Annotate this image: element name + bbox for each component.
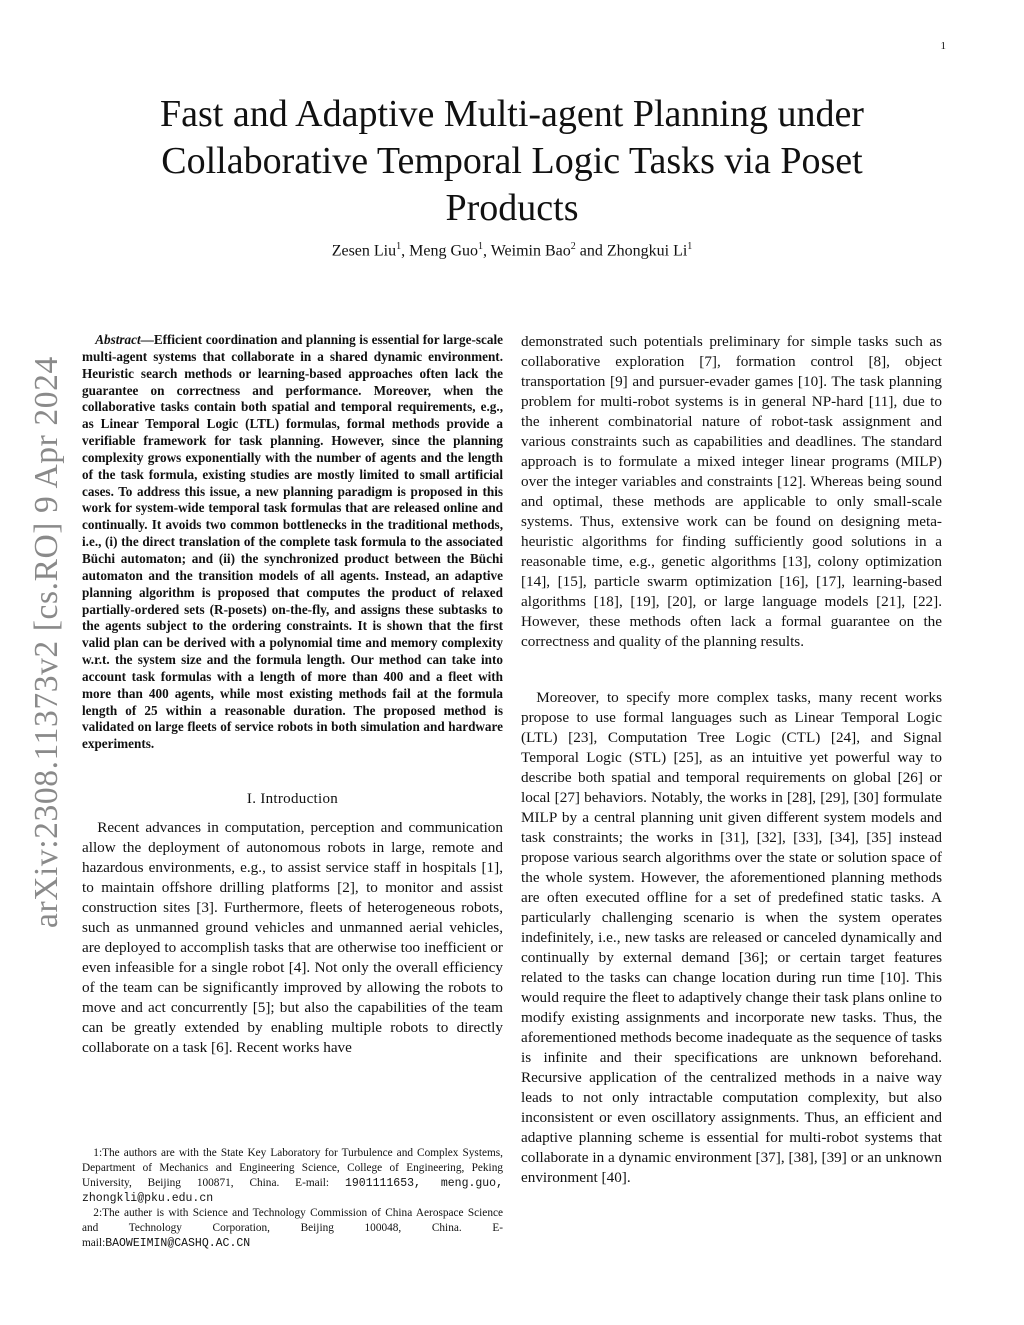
paragraph-spacer <box>521 652 942 688</box>
intro-paragraph-1: Recent advances in computation, perception and communication allow the deployment of autonomous robots in large, remote and hazardous environments, e.g., to assist service staff in hospitals [1], to maintain offshore drilling platforms [2], to monitor and assist construction sites [3]. Furthermore, fleets of heterogeneous robots, such as unmanned ground vehicles and unmanned aerial vehicles, are deployed to accomplish tasks that are otherwise too inefficient or even infeasible for a single robot [4]. Not only the overall efficiency of the team can be significantly improved by allowing the robots to move and act concurrently [5]; but also the capabilities of the team can be greatly extended by enabling multiple robots to directly collaborate on a task [6]. Recent works have <box>82 819 503 1057</box>
footnote-2-text: 2:The auther is with Science and Technology Commission of China Aerospace Science and Technology Corporation, Beijing 100048, China. E-mail: <box>82 1207 503 1249</box>
left-column <box>82 332 503 1058</box>
abstract-label: Abstract <box>95 332 141 347</box>
author-name: Meng Guo <box>409 242 478 260</box>
paper-title: Fast and Adaptive Multi-agent Planning under Collaborative Temporal Logic Tasks via Poset Products <box>160 93 864 229</box>
section-heading: I. Introduction <box>246 791 339 808</box>
footnote-1-emails: 1901111653, meng.guo, zhongkli@pku.edu.cn <box>82 1177 503 1205</box>
right-column <box>521 332 942 1188</box>
intro-paragraph-2: Moreover, to specify more complex tasks, many recent works propose to use formal languages such as Linear Temporal Logic (LTL) [23], Computation Tree Logic (CTL) [24], and Signal Temporal Logic (STL) [25], as an intuitive yet powerful way to describe both spatial and temporal requirements on global [26] or local [27] behaviors. Notably, the works in [28], [29], [30] formulate MILP by a central planning unit given different system models and task constraints; the works in [31], [32], [33], [34], [35] instead propose various search algorithms over the state or solution space of the whole system. However, the aforementioned planning methods are often executed offline for a set of predefined static tasks. A particularly challenging scenario is when the system operates indefinitely, i.e., new tasks are released or canceled dynamically and continually by external demand [36]; or certain target features related to the tasks can change location during run time [10]. This would require the fleet to adaptively change their task plans online to modify existing assignments and incorporate new tasks. Thus, the aforementioned methods become inadequate as the sequence of tasks is infinite and their specifications are unknown beforehand. Recursive application of the centralized methods in a naive way leads to not only intractable computation complexity, but also inconsistent or even oscillatory assignments. Thus, an efficient and adaptive planning scheme is essential for multi-robot systems that collaborate in a dynamic environment [37], [38], [39] or an unknown environment [40]. <box>521 689 942 1186</box>
footnote-1 <box>82 1146 503 1206</box>
footnotes <box>82 1146 503 1251</box>
affiliation-mark: 1 <box>478 241 483 252</box>
abstract <box>82 332 503 753</box>
footnote-2-email: BAOWEIMIN@CASHQ.AC.CN <box>105 1237 251 1250</box>
arxiv-stamp-text: arXiv:2308.11373v2 [cs.RO] 9 Apr 2024 <box>28 356 65 928</box>
author-conjunction: and <box>579 242 603 260</box>
author-name: Zesen Liu <box>331 242 397 260</box>
affiliation-mark: 2 <box>570 241 576 252</box>
affiliation-mark: 1 <box>687 241 693 252</box>
author-name: Zhongkui Li <box>606 242 688 260</box>
author-name: Weimin Bao <box>490 242 571 260</box>
page-number: 1 <box>940 40 946 52</box>
footnote-2 <box>82 1206 503 1251</box>
abstract-text: —Efficient coordination and planning is essential for large-scale multi-agent systems that collaborate in a shared dynamic environment. Heuristic search methods or learning-based approaches often lack the guarantee on correctness and performance. Moreover, when the collaborative tasks contain both spatial and temporal requirements, e.g., as Linear Temporal Logic (LTL) formulas, formal methods provide a verifiable framework for task planning. However, since the planning complexity grows exponentially with the number of agents and the length of the task formula, existing studies are mostly limited to small artificial cases. To address this issue, a new planning paradigm is proposed in this work for system-wide temporal task formulas that are released online and continually. It avoids two common bottlenecks in the traditional methods, i.e., (i) the direct translation of the complete task formula to the associated Büchi automaton; and (ii) the synchronized product between the Büchi automaton and the transition models of all agents. Instead, an adaptive planning algorithm is proposed that computes the product of relaxed partially-ordered sets (R-posets) on-the-fly, and assigns these subtasks to the agents subject to the ordering constraints. It is shown that the first valid plan can be derived with a polynomial time and memory complexity w.r.t. the system size and the formula length. Our method can take into account task formulas with a length of more than 400 and a fleet with more than 400 agents, while most existing methods fail at the formula length of 25 within a reasonable duration. The proposed method is validated on large fleets of service robots in both simulation and hardware experiments. <box>82 332 503 752</box>
footnote-1-text: 1:The authors are with the State Key Laboratory for Turbulence and Complex Systems, Department of Mechanics and Engineering Science, College of Engineering, Peking University, Beijing 100871, China. E-mail: <box>82 1147 503 1189</box>
affiliation-mark: 1 <box>396 241 402 252</box>
intro-paragraph-1-continued: demonstrated such potentials preliminary for simple tasks such as collaborative exploration [7], formation control [8], object transportation [9] and pursuer-evader games [10]. The task planning problem for multi-robot systems is in general NP-hard [11], due to the inherent combinatorial nature of robot-task assignment and various constraints such as capabilities and deadlines. The standard approach is to formulate a mixed integer linear programs (MILP) over the integer variables and constraints [12]. Whereas being sound and optimal, these methods are applicable to only small-scale systems. Thus, extensive work can be found on designing meta-heuristic algorithms for finding sufficiently good solutions in a reasonable time, e.g., genetic algorithms [13], colony optimization [14], [15], particle swarm optimization [16], [17], learning-based algorithms [18], [19], [20], or large language models [21], [22]. However, these methods often lack a formal guarantee on the correctness and quality of the planning results. <box>521 333 942 650</box>
arxiv-stamp <box>20 355 72 930</box>
author-list: Zesen Liu$^1$, Meng Guo$^1$, Weimin Bao$^2$ and Zhongkui Li$^1$ <box>331 241 693 260</box>
